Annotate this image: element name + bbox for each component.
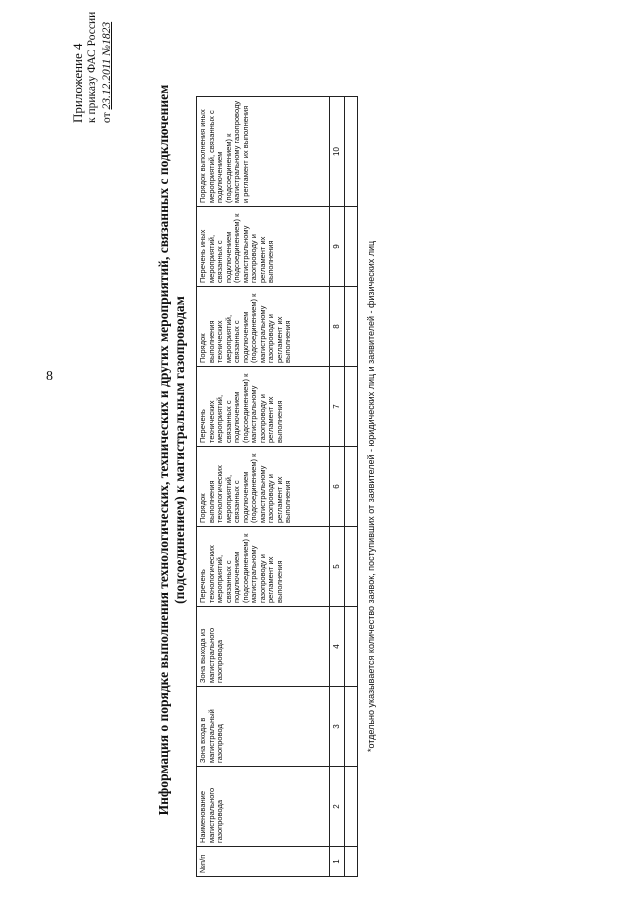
table-header-row (197, 97, 330, 877)
empty-cell (345, 607, 358, 687)
table-number-row (330, 97, 345, 877)
appendix-block (70, 5, 115, 123)
appendix-date-prefix: от (101, 112, 113, 123)
number-cell: 7 (330, 367, 345, 447)
empty-cell (345, 367, 358, 447)
empty-cell (345, 97, 358, 207)
empty-cell (345, 847, 358, 877)
number-cell: 6 (330, 447, 345, 527)
appendix-order: к приказу ФАС России (86, 11, 98, 123)
empty-cell (345, 287, 358, 367)
header-cell: Перечень иных мероприятий, связанных с подключением (подсоединением) к магистральному газопроводу и регламент их выполнения (197, 207, 330, 287)
empty-cell (345, 447, 358, 527)
number-cell: 5 (330, 527, 345, 607)
appendix-date-handwritten: 23.12.2011 №1823 (101, 21, 113, 110)
document-title (156, 15, 188, 885)
header-cell: Перечень технических мероприятий, связанных с подключением (подсоединением) к магистральному газопроводу и регламент их выполнения (197, 367, 330, 447)
page-number: 8 (46, 369, 53, 384)
number-cell: 2 (330, 767, 345, 847)
header-cell: Зона выхода из магистрального газопровода (197, 607, 330, 687)
empty-cell (345, 687, 358, 767)
title-line-1: Информация о порядке выполнения технологических, технических и других мероприятий, связанных с подключением (156, 84, 171, 816)
header-cell: Перечень технологических мероприятий, связанных с подключением (подсоединением) к магистральному газопроводу и регламент их выполнения (197, 527, 330, 607)
info-table (196, 96, 358, 877)
footnote: *отдельно указывается количество заявок, поступивших от заявителей - юридических лиц и заявителей - физических лиц (366, 240, 376, 752)
number-cell: 9 (330, 207, 345, 287)
number-cell: 10 (330, 97, 345, 207)
table-empty-row (345, 97, 358, 877)
header-cell: №п/п (197, 847, 330, 877)
header-cell: Порядок выполнения технологических мероприятий, связанных с подключением (подсоединением) к магистральному газопроводу и регламент их выполнения (197, 447, 330, 527)
header-cell: Наименование магистрального газопровода (197, 767, 330, 847)
number-cell: 3 (330, 687, 345, 767)
header-cell: Зона входа в магистральный газопровод (197, 687, 330, 767)
appendix-title: Приложение 4 (70, 43, 85, 123)
empty-cell (345, 767, 358, 847)
header-cell: Порядок выполнения технических мероприятий, связанных с подключением (подсоединением) к магистральному газопроводу и регламент их выполнения (197, 287, 330, 367)
empty-cell (345, 527, 358, 607)
appendix-date-line (100, 5, 115, 123)
empty-cell (345, 207, 358, 287)
number-cell: 8 (330, 287, 345, 367)
number-cell: 4 (330, 607, 345, 687)
header-cell: Порядок выполнения иных мероприятий, связанных с подключением (подсоединением) к магистральному газопроводу и регламент их выполнения (197, 97, 330, 207)
title-line-2: (подсоединением) к магистральным газопроводам (172, 296, 187, 604)
number-cell: 1 (330, 847, 345, 877)
